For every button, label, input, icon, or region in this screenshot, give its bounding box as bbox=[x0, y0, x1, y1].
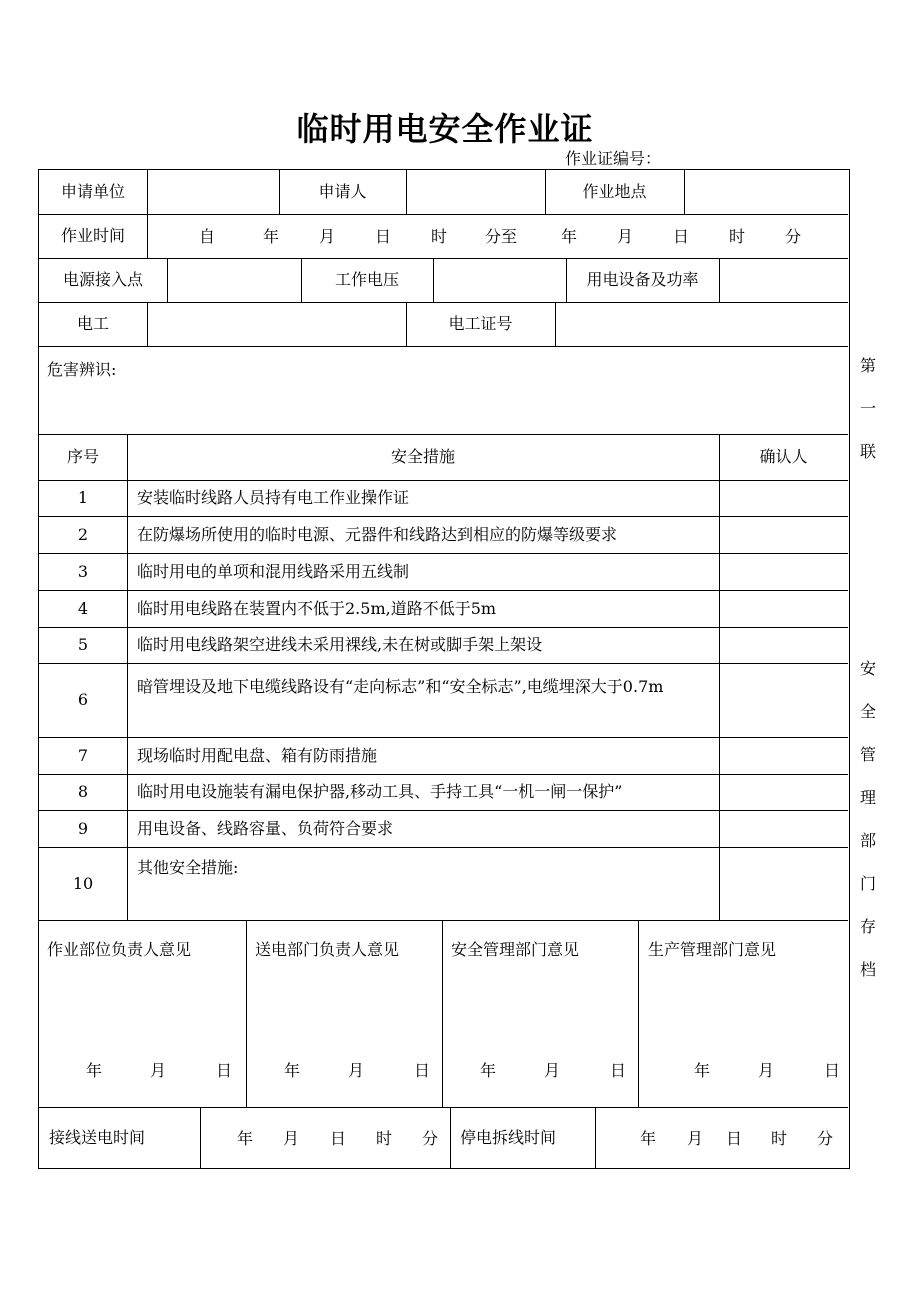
day-label: 日 bbox=[726, 1129, 743, 1148]
disconnect-time-label: 停电拆线时间 bbox=[460, 1128, 557, 1147]
archive-label: 安 全 管 理 部 门 存 档 bbox=[859, 659, 876, 979]
day-label: 日 bbox=[673, 227, 690, 246]
year-label: 年 bbox=[480, 1061, 497, 1080]
page-title: 临时用电安全作业证 bbox=[296, 110, 594, 148]
measure-no: 3 bbox=[77, 561, 89, 581]
measure-header: 安全措施 bbox=[390, 447, 455, 466]
disconnect-time-field[interactable] bbox=[595, 1129, 848, 1149]
work-location-field[interactable] bbox=[684, 170, 848, 214]
permit-number-label: 作业证编号： bbox=[565, 149, 662, 168]
minute-to-label: 分至 bbox=[485, 227, 518, 246]
measure-text: 临时用电线路架空进线未采用裸线,未在树或脚手架上架设 bbox=[137, 635, 543, 654]
measure-text: 在防爆场所使用的临时电源、元器件和线路达到相应的防爆等级要求 bbox=[137, 524, 618, 544]
work-location-label: 作业地点 bbox=[582, 182, 647, 201]
month-label: 月 bbox=[758, 1061, 775, 1080]
measure-no: 10 bbox=[72, 873, 94, 893]
power-access-field[interactable] bbox=[167, 258, 301, 302]
confirm-field[interactable] bbox=[719, 737, 848, 774]
connect-time-field[interactable] bbox=[200, 1129, 450, 1149]
power-access-label: 电源接入点 bbox=[62, 270, 143, 289]
equipment-power-field[interactable] bbox=[719, 258, 848, 302]
voltage-field[interactable] bbox=[433, 258, 566, 302]
equipment-power-label: 用电设备及功率 bbox=[586, 270, 699, 289]
year-label: 年 bbox=[237, 1129, 254, 1148]
permit-form bbox=[38, 169, 850, 1169]
opinion-date[interactable] bbox=[246, 1061, 442, 1081]
confirm-field[interactable] bbox=[719, 627, 848, 663]
hour-label: 时 bbox=[771, 1129, 788, 1148]
day-label: 日 bbox=[414, 1061, 431, 1080]
confirm-field[interactable] bbox=[719, 663, 848, 737]
year-label: 年 bbox=[86, 1061, 103, 1080]
day-label: 日 bbox=[824, 1061, 841, 1080]
confirm-field[interactable] bbox=[719, 847, 848, 920]
copy-number-label: 第 一 联 bbox=[859, 356, 876, 461]
minute-label: 分 bbox=[785, 227, 802, 246]
year-label: 年 bbox=[694, 1061, 711, 1080]
minute-label: 分 bbox=[422, 1129, 439, 1148]
opinion-date[interactable] bbox=[442, 1061, 638, 1081]
connect-time-label: 接线送电时间 bbox=[49, 1128, 146, 1147]
work-time-field[interactable] bbox=[147, 227, 847, 247]
year-label: 年 bbox=[284, 1061, 301, 1080]
confirm-field[interactable] bbox=[719, 480, 848, 516]
measure-no: 2 bbox=[77, 524, 89, 544]
confirm-header: 确认人 bbox=[759, 447, 808, 466]
year-label: 年 bbox=[640, 1129, 657, 1148]
voltage-label: 工作电压 bbox=[334, 270, 399, 289]
month-label: 月 bbox=[617, 227, 634, 246]
month-label: 月 bbox=[283, 1129, 300, 1148]
day-label: 日 bbox=[216, 1061, 233, 1080]
measure-text: 其他安全措施: bbox=[137, 858, 239, 877]
month-label: 月 bbox=[150, 1061, 167, 1080]
confirm-field[interactable] bbox=[719, 774, 848, 810]
measure-no: 9 bbox=[77, 818, 89, 838]
applicant-field[interactable] bbox=[406, 170, 545, 214]
seq-header: 序号 bbox=[66, 447, 99, 466]
measure-text: 现场临时用配电盘、箱有防雨措施 bbox=[137, 745, 378, 765]
electrician-cert-label: 电工证号 bbox=[448, 314, 513, 333]
confirm-field[interactable] bbox=[719, 810, 848, 847]
minute-label: 分 bbox=[817, 1129, 834, 1148]
measure-text: 临时用电线路在装置内不低于2.5m,道路不低于5m bbox=[137, 598, 497, 618]
electrician-cert-field[interactable] bbox=[555, 302, 848, 346]
day-label: 日 bbox=[610, 1061, 627, 1080]
confirm-field[interactable] bbox=[719, 553, 848, 590]
day-label: 日 bbox=[375, 227, 392, 246]
month-label: 月 bbox=[687, 1129, 704, 1148]
month-label: 月 bbox=[319, 227, 336, 246]
applicant-label: 申请人 bbox=[318, 182, 367, 201]
month-label: 月 bbox=[348, 1061, 365, 1080]
opinion-label: 作业部位负责人意见 bbox=[47, 940, 192, 959]
measure-text: 安装临时线路人员持有电工作业操作证 bbox=[137, 488, 410, 507]
electrician-label: 电工 bbox=[76, 314, 109, 333]
hazard-label: 危害辨识: bbox=[47, 360, 117, 379]
year-label: 年 bbox=[263, 227, 280, 246]
hazard-field[interactable] bbox=[39, 382, 848, 434]
opinion-label: 生产管理部门意见 bbox=[648, 940, 777, 959]
measure-no: 1 bbox=[77, 488, 89, 507]
opinion-date[interactable] bbox=[39, 1061, 246, 1081]
applicant-unit-label: 申请单位 bbox=[60, 182, 125, 201]
year-label: 年 bbox=[561, 227, 578, 246]
hour-label: 时 bbox=[729, 227, 746, 246]
work-time-label: 作业时间 bbox=[60, 226, 125, 245]
hour-label: 时 bbox=[376, 1129, 393, 1148]
measure-no: 5 bbox=[77, 635, 89, 654]
hour-label: 时 bbox=[431, 227, 448, 246]
applicant-unit-field[interactable] bbox=[147, 170, 279, 214]
measure-no: 7 bbox=[77, 745, 89, 765]
opinion-label: 安全管理部门意见 bbox=[451, 940, 580, 959]
confirm-field[interactable] bbox=[719, 516, 848, 553]
measure-no: 8 bbox=[77, 782, 89, 801]
measure-text: 临时用电设施装有漏电保护器,移动工具、手持工具“一机一闸一保护” bbox=[137, 782, 623, 801]
measure-no: 6 bbox=[77, 690, 89, 709]
measure-text: 临时用电的单项和混用线路采用五线制 bbox=[137, 561, 410, 581]
from-label: 自 bbox=[199, 227, 216, 246]
measure-no: 4 bbox=[77, 598, 89, 618]
opinion-label: 送电部门负责人意见 bbox=[255, 940, 400, 959]
day-label: 日 bbox=[330, 1129, 347, 1148]
month-label: 月 bbox=[544, 1061, 561, 1080]
confirm-field[interactable] bbox=[719, 590, 848, 627]
measure-text: 暗管埋设及地下电缆线路设有“走向标志”和“安全标志”,电缆埋深大于0.7m bbox=[137, 677, 664, 696]
opinion-date[interactable] bbox=[638, 1061, 848, 1081]
measure-text: 用电设备、线路容量、负荷符合要求 bbox=[137, 818, 394, 838]
electrician-field[interactable] bbox=[147, 302, 406, 346]
